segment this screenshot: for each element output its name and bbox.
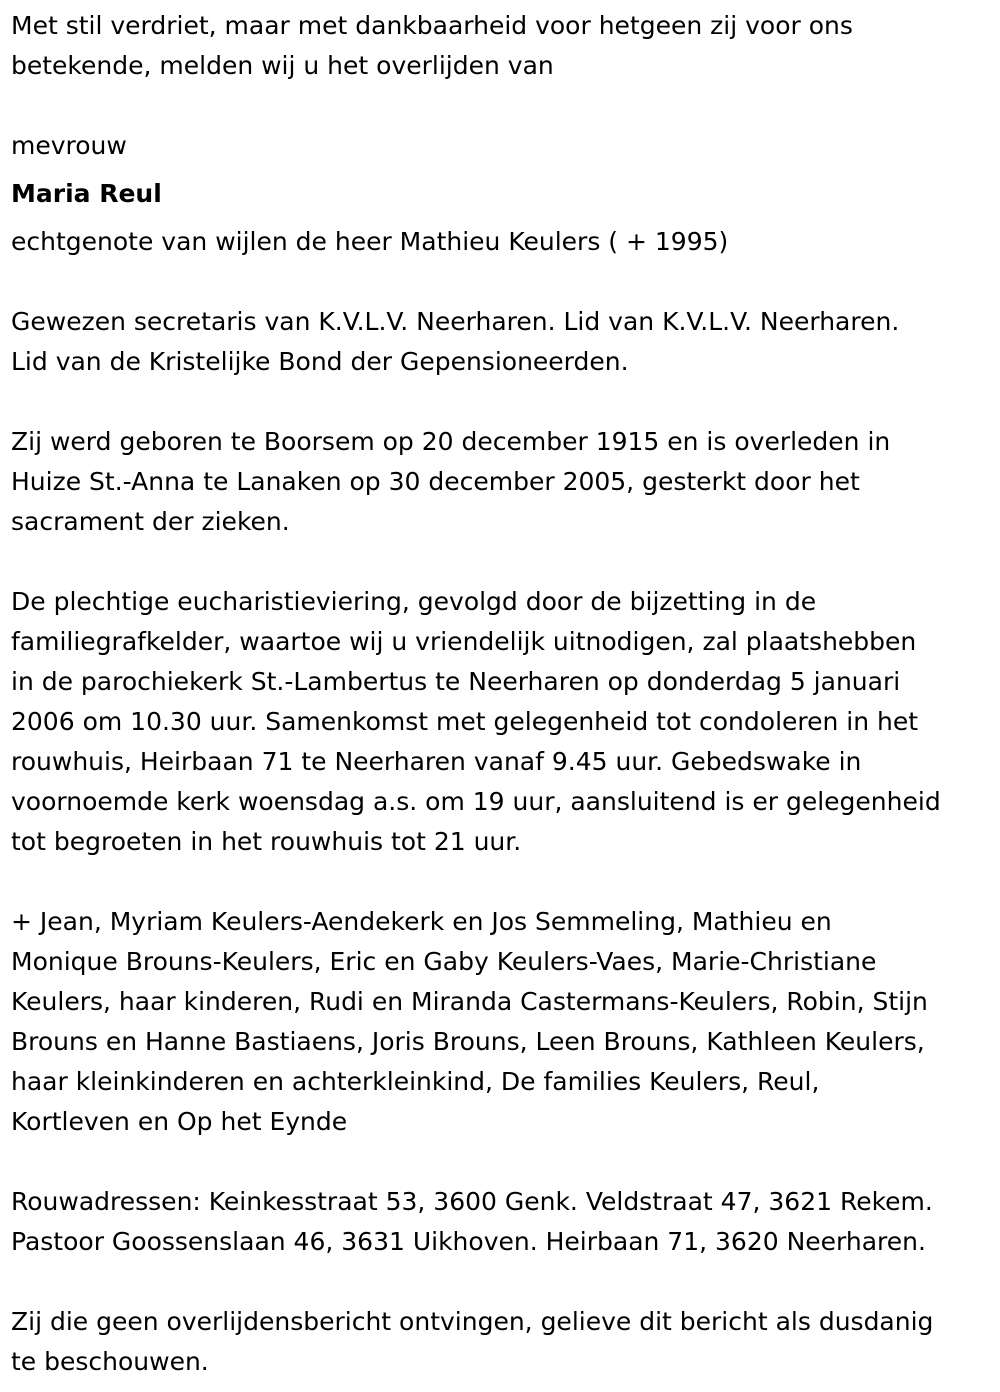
salutation: mevrouw xyxy=(11,131,127,160)
memberships-paragraph xyxy=(11,302,991,382)
closing-paragraph xyxy=(11,1302,991,1382)
family-line: Kortleven en Op het Eynde xyxy=(11,1107,348,1136)
ceremony-line: rouwhuis, Heirbaan 71 te Neerharen vanaf 9.45 uur. Gebedswake in xyxy=(11,747,862,776)
ceremony-line: familiegrafkelder, waartoe wij u vriendelijk uitnodigen, zal plaatshebben xyxy=(11,627,917,656)
paragraph-spacer xyxy=(11,382,991,422)
family-line: haar kleinkinderen en achterkleinkind, De families Keulers, Reul, xyxy=(11,1067,820,1096)
birth-death-line: sacrament der zieken. xyxy=(11,507,290,536)
intro-line: Met stil verdriet, maar met dankbaarheid voor hetgeen zij voor ons xyxy=(11,11,853,40)
deceased-name: Maria Reul xyxy=(11,179,162,208)
birth-death-paragraph xyxy=(11,422,991,542)
family-line: + Jean, Myriam Keulers-Aendekerk en Jos Semmeling, Mathieu en xyxy=(11,907,832,936)
ceremony-line: voornoemde kerk woensdag a.s. om 19 uur, aansluitend is er gelegenheid xyxy=(11,787,941,816)
family-line: Monique Brouns-Keulers, Eric en Gaby Keulers-Vaes, Marie-Christiane xyxy=(11,947,877,976)
birth-death-line: Huize St.-Anna te Lanaken op 30 december 2005, gesterkt door het xyxy=(11,467,860,496)
birth-death-line: Zij werd geboren te Boorsem op 20 december 1915 en is overleden in xyxy=(11,427,891,456)
ceremony-paragraph xyxy=(11,582,991,862)
family-line: Brouns en Hanne Bastiaens, Joris Brouns, Leen Brouns, Kathleen Keulers, xyxy=(11,1027,925,1056)
ceremony-line: tot begroeten in het rouwhuis tot 21 uur. xyxy=(11,827,522,856)
paragraph-spacer xyxy=(11,1262,991,1302)
paragraph-spacer xyxy=(11,1142,991,1182)
closing-line: te beschouwen. xyxy=(11,1347,209,1376)
intro-line: betekende, melden wij u het overlijden van xyxy=(11,51,554,80)
family-line: Keulers, haar kinderen, Rudi en Miranda Castermans-Keulers, Robin, Stijn xyxy=(11,987,928,1016)
ceremony-line: De plechtige eucharistieviering, gevolgd door de bijzetting in de xyxy=(11,587,817,616)
paragraph-spacer xyxy=(11,862,991,902)
paragraph-spacer xyxy=(11,262,991,302)
paragraph-spacer xyxy=(11,542,991,582)
family-paragraph xyxy=(11,902,991,1142)
memberships-line: Lid van de Kristelijke Bond der Gepensioneerden. xyxy=(11,347,629,376)
intro-paragraph xyxy=(11,6,991,86)
ceremony-line: in de parochiekerk St.-Lambertus te Neerharen op donderdag 5 januari xyxy=(11,667,901,696)
addresses-paragraph xyxy=(11,1182,991,1262)
memberships-line: Gewezen secretaris van K.V.L.V. Neerharen. Lid van K.V.L.V. Neerharen. xyxy=(11,307,900,336)
paragraph-spacer xyxy=(11,86,991,126)
ceremony-line: 2006 om 10.30 uur. Samenkomst met gelegenheid tot condoleren in het xyxy=(11,707,919,736)
closing-line: Zij die geen overlijdensbericht ontvingen, gelieve dit bericht als dusdanig xyxy=(11,1307,934,1336)
addresses-line: Pastoor Goossenslaan 46, 3631 Uikhoven. Heirbaan 71, 3620 Neerharen. xyxy=(11,1227,926,1256)
spouse-line: echtgenote van wijlen de heer Mathieu Keulers ( + 1995) xyxy=(11,227,729,256)
addresses-line: Rouwadressen: Keinkesstraat 53, 3600 Genk. Veldstraat 47, 3621 Rekem. xyxy=(11,1187,933,1216)
